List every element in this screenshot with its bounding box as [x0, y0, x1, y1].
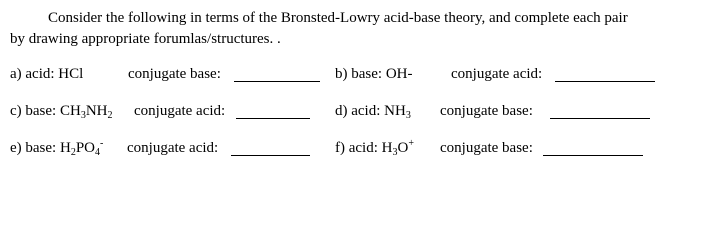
item-b-conjugate-label: conjugate acid:: [451, 66, 543, 82]
instructions-line-2: by drawing appropriate forumlas/structures. .: [10, 31, 281, 47]
item-f-conjugate-label: conjugate base:: [440, 140, 533, 156]
item-d-answer-blank[interactable]: [550, 118, 650, 119]
instructions-line-1: Consider the following in terms of the Bronsted-Lowry acid-base theory, and complete each pair: [48, 10, 628, 26]
item-a-formula: a) acid: HCl: [10, 66, 84, 82]
item-a-acid: [10, 64, 83, 84]
item-b-answer-blank[interactable]: [555, 81, 655, 82]
item-a-answer-blank[interactable]: [234, 81, 320, 82]
instructions: [10, 8, 710, 50]
item-a-conjugate-label: conjugate base:: [128, 66, 221, 82]
item-e-conjugate-label: conjugate acid:: [127, 140, 219, 156]
item-e-base: e) base: $H_2PO_4^-$: [10, 138, 104, 158]
item-b-base: [335, 64, 412, 84]
item-e-answer-blank[interactable]: [231, 155, 310, 156]
item-d-acid: d) acid: $NH_3$: [335, 103, 411, 121]
item-d-conjugate-label: conjugate base:: [440, 103, 533, 119]
item-b-formula: b) base: OH-: [335, 66, 413, 82]
item-c-answer-blank[interactable]: [236, 118, 310, 119]
item-f-answer-blank[interactable]: [543, 155, 643, 156]
item-c-base: c) base: $CH_3NH_2$: [10, 103, 113, 121]
item-f-acid: f) acid: $H_3O^+$: [335, 138, 414, 158]
item-c-conjugate-label: conjugate acid:: [134, 103, 226, 119]
